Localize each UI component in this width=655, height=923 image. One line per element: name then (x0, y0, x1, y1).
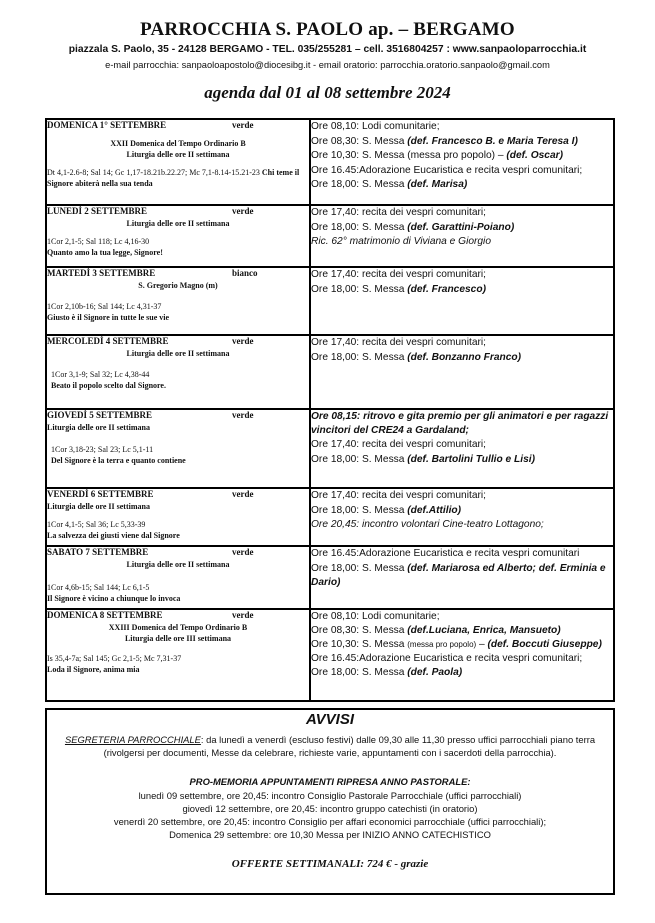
sunday-title: XXII Domenica del Tempo Ordinario B (110, 139, 246, 148)
liturgical-color: verde (232, 489, 254, 499)
event-line: Ore 20,45: incontro volontari Cine-teatro Lottagono; (311, 519, 544, 531)
liturgical-color: verde (232, 410, 254, 420)
day-row (46, 335, 614, 409)
liturgical-color: verde (232, 120, 254, 130)
event-line: Ore 17,40: recita dei vespri comunitari; (311, 490, 486, 501)
day-name: LUNEDÌ 2 SETTEMBRE (47, 206, 148, 216)
notices-title: AVVISI (305, 711, 355, 728)
agenda-title: agenda dal 01 al 08 settembre 2024 (204, 83, 451, 102)
day-liturgy-cell (46, 409, 310, 488)
event-line: Ore 17,40: recita dei vespri comunitari; (311, 439, 486, 450)
event-line: Ore 16.45:Adorazione Eucaristica e recita vespri comunitari; (311, 653, 583, 664)
event-line: Ore 18,00: S. Messa (def. Marisa) (311, 179, 468, 191)
reminder-item: Domenica 29 settembre: ore 10,30 Messa per INIZIO ANNO CATECHISTICO (169, 829, 491, 841)
event-line: Ore 10,30: S. Messa (messa pro popolo) – (def. Boccuti Giuseppe) (311, 639, 602, 650)
event-line: Ore 08,10: Lodi comunitarie; (311, 121, 440, 132)
antiphon: La salvezza dei giusti viene dal Signore (47, 531, 180, 540)
day-name: MERCOLEDÌ 4 SETTEMBRE (47, 336, 169, 346)
day-row (46, 546, 614, 609)
day-liturgy-cell (46, 335, 310, 409)
readings: 1Cor 4,1-5; Sal 36; Lc 5,33-39 (47, 520, 146, 529)
readings: 1Cor 3,18-23; Sal 23; Lc 5,1-11 (51, 445, 154, 454)
day-events-cell (310, 205, 614, 267)
event-line: Ore 08,30: S. Messa (def.Luciana, Enrica, Mansueto) (311, 625, 561, 636)
day-events-cell (310, 335, 614, 409)
day-liturgy-cell (46, 119, 310, 205)
day-liturgy-cell (46, 609, 310, 701)
liturgy-week: Liturgia delle ore II settimana (47, 502, 150, 511)
event-line: Ore 18,00: S. Messa (def.Attilio) (311, 504, 462, 516)
reminder-item: giovedì 12 settembre, ore 20,45: incontro gruppo catechisti (in oratorio) (182, 802, 478, 814)
liturgical-color: verde (232, 610, 254, 620)
event-line: Ore 16.45:Adorazione Eucaristica e recita vespri comunitari (311, 548, 580, 559)
day-liturgy-cell (46, 267, 310, 335)
liturgy-week: Liturgia delle ore II settimana (47, 423, 150, 432)
antiphon: Loda il Signore, anima mia (47, 665, 140, 674)
day-name: GIOVEDÌ 5 SETTEMBRE (47, 410, 153, 420)
antiphon: Chi teme il Signore abiterà nella sua tenda (47, 168, 300, 188)
antiphon: Il Signore è vicino a chiunque lo invoca (47, 594, 181, 603)
liturgical-color: verde (232, 547, 254, 557)
day-liturgy-cell (46, 546, 310, 609)
event-note: Ric. 62° matrimonio di Viviana e Giorgio (311, 236, 491, 248)
day-events-cell (310, 267, 614, 335)
day-row (46, 267, 614, 335)
saint-memorial: S. Gregorio Magno (m) (138, 281, 218, 290)
day-row (46, 205, 614, 267)
antiphon: Quanto amo la tua legge, Signore! (47, 248, 163, 257)
antiphon: Beato il popolo scelto dal Signore. (51, 381, 166, 390)
readings: 1Cor 2,1-5; Sal 118; Lc 4,16-30 (47, 237, 150, 246)
day-events-cell (310, 119, 614, 205)
day-name: VENERDÌ 6 SETTEMBRE (47, 489, 154, 499)
day-name: SABATO 7 SETTEMBRE (47, 547, 149, 557)
reminder-title: PRO-MEMORIA APPUNTAMENTI RIPRESA ANNO PASTORALE: (189, 776, 471, 788)
reminder-item: lunedì 09 settembre, ore 20,45: incontro Consiglio Pastorale Parrocchiale (uffici parrocchiali) (138, 789, 522, 801)
parish-emails: e-mail parrocchia: sanpaoloapostolo@diocesibg.it - email oratorio: parrocchia.oratorio.sanpaolo@gmail.com (105, 60, 550, 70)
day-row (46, 609, 614, 701)
day-name: MARTEDÌ 3 SETTEMBRE (47, 268, 156, 278)
readings: 1Cor 4,6b-15; Sal 144; Lc 6,1-5 (47, 583, 150, 592)
day-row (46, 488, 614, 546)
agenda-table (45, 118, 615, 702)
liturgy-week: Liturgia delle ore II settimana (126, 349, 230, 358)
liturgical-color: bianco (232, 268, 258, 278)
event-line: Ore 17,40: recita dei vespri comunitari; (311, 269, 486, 280)
parish-title: PARROCCHIA S. PAOLO ap. – BERGAMO (140, 19, 515, 40)
event-line: Ore 18,00: S. Messa (def. Bartolini Tullio e Lisi) (311, 453, 535, 465)
event-line: Ore 18,00: S. Messa (def. Garattini-Poiano) (311, 221, 515, 233)
liturgy-week: Liturgia delle ore II settimana (126, 560, 230, 569)
antiphon: Del Signore è la terra e quanto contiene (51, 456, 186, 465)
office-label: SEGRETERIA PARROCCHIALE (64, 734, 201, 745)
readings: Dt 4,1-2.6-8; Sal 14; Gc 1,17-18.21b.22.27; Mc 7,1-8.14-15.21-23 Chi teme il Signore abiterà nella sua tenda (47, 168, 300, 188)
day-events-cell (310, 609, 614, 701)
weekly-offerings: OFFERTE SETTIMANALI: 724 € - grazie (231, 858, 429, 871)
reminder-item: venerdì 20 settembre, ore 20,45: incontro Consiglio per affari economici parrocchiale (uffici parrocchiali); (113, 816, 547, 828)
readings: 1Cor 2,10b-16; Sal 144; Lc 4,31-37 (47, 302, 162, 311)
event-line: Ore 16.45:Adorazione Eucaristica e recita vespri comunitari; (311, 164, 583, 176)
day-events-cell (310, 546, 614, 609)
day-name: DOMENICA 1° SETTEMBRE (47, 120, 167, 130)
event-line: Ore 17,40: recita dei vespri comunitari; (311, 337, 486, 348)
day-liturgy-cell (46, 205, 310, 267)
event-line: Ore 08,30: S. Messa (def. Francesco B. e Maria Teresa I) (311, 135, 578, 147)
day-row (46, 409, 614, 488)
event-line: Ore 18,00: S. Messa (def. Paola) (311, 667, 463, 678)
event-line: Ore 08,10: Lodi comunitarie; (311, 611, 440, 622)
event-line: Ore 10,30: S. Messa (messa pro popolo) – (def. Oscar) (311, 150, 563, 162)
office-hours: SEGRETERIA PARROCCHIALE: da lunedì a venerdì (escluso festivi) dalle 09,30 alle 11,30 presso uffici parrocchiali piano terra (rivolgersi per documenti, Messe da celebrare, richieste varie, appuntamenti con i sacerdoti della parrocchia). (64, 734, 596, 759)
event-line: Ore 18,00: S. Messa (def. Francesco) (311, 283, 486, 295)
liturgical-color: verde (232, 206, 254, 216)
event-line: Ore 17,40: recita dei vespri comunitari; (311, 207, 486, 218)
sunday-title: XXIII Domenica del Tempo Ordinario B (108, 623, 248, 632)
liturgical-color: verde (232, 336, 254, 346)
readings: 1Cor 3,1-9; Sal 32; Lc 4,38-44 (51, 370, 150, 379)
liturgy-week: Liturgia delle ore II settimana (126, 219, 230, 228)
event-line: Ore 18,00: S. Messa (def. Mariarosa ed Alberto; def. Erminia e Dario) (311, 562, 606, 589)
day-events-cell (310, 409, 614, 488)
day-row (46, 119, 614, 205)
event-line: Ore 18,00: S. Messa (def. Bonzanno Franco) (311, 351, 522, 363)
parish-address: piazzala S. Paolo, 35 - 24128 BERGAMO - TEL. 035/255281 – cell. 3516804257 : www.sanpaoloparrocchia.it (68, 44, 587, 55)
readings: Is 35,4-7a; Sal 145; Gc 2,1-5; Mc 7,31-37 (47, 654, 182, 663)
liturgy-week: Liturgia delle ore III settimana (124, 634, 232, 643)
day-events-cell (310, 488, 614, 546)
notices-box (45, 708, 615, 895)
liturgy-week: Liturgia delle ore II settimana (126, 150, 230, 159)
antiphon: Giusto è il Signore in tutte le sue vie (47, 313, 170, 322)
day-name: DOMENICA 8 SETTEMBRE (47, 610, 163, 620)
day-liturgy-cell (46, 488, 310, 546)
event-highlight: Ore 08,15: ritrovo e gita premio per gli animatori e per ragazzi vincitori del CRE24 a Gardaland; (311, 411, 609, 436)
